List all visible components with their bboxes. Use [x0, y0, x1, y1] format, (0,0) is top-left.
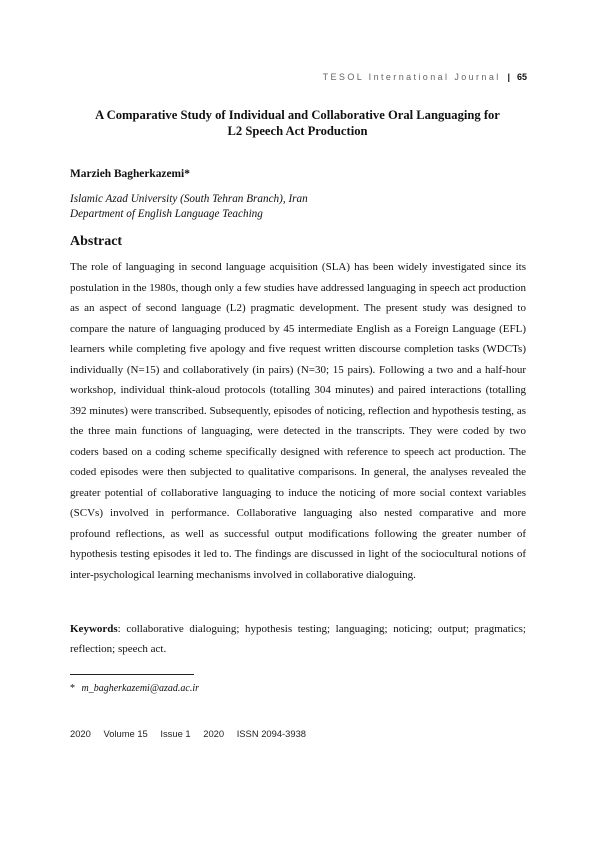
- footnote: [70, 683, 199, 694]
- running-header: [323, 72, 527, 82]
- author-email: m_bagherkazemi@azad.ac.ir: [81, 683, 200, 694]
- abstract-heading: Abstract: [70, 234, 123, 249]
- keywords-label: Keywords: [70, 623, 118, 635]
- paper-title: [70, 108, 525, 139]
- abstract-body: The role of languaging in second language acquisition (SLA) has been widely investigated since its postulation in the 1980s, though only a few studies have addressed languaging in speech act production as an aspect of second language (L2) pragmatic development. The present study was designed to compare the nature of languaging produced by 45 intermediate English as a Foreign Language (EFL) learners while completing five apology and five request written discourse completion tasks (WDCTs) individually (N=15) and collaboratively (in pairs) (N=30; 15 pairs). Following a two and a half-hour workshop, individual think-aloud protocols (totalling 304 minutes) and paired interactions (totalling 392 minutes) were transcribed. Subsequently, episodes of noticing, reflection and hypothesis testing, as the three main functions of languaging, were detected in the transcripts. They were coded by two coders based on a coding scheme specifically designed with reference to speech act production. The coded episodes were then subjected to qualitative comparisons. In general, the analyses revealed the greater potential of collaborative languaging to induce the noticing of more social context variables (SCVs) involved in performance. Collaborative languaging also nested comparative and more profound reflections, as well as successful output modifications following the greater number of hypothesis testing episodes it led to. The findings are discussed in light of the sociocultural notions of inter-psychological learning mechanisms involved in collaborative dialoguing.: [70, 261, 526, 581]
- footnote-marker: *: [70, 683, 75, 694]
- footer-year: 2020: [70, 728, 91, 739]
- header-separator: |: [507, 72, 511, 82]
- affiliation-line-2: Department of English Language Teaching: [70, 208, 263, 220]
- page-footer: [70, 728, 306, 739]
- footnote-rule: [70, 674, 194, 675]
- footer-volume: Volume 15: [103, 728, 148, 739]
- footer-year-2: 2020: [203, 728, 225, 739]
- title-line-2: L2 Speech Act Production: [227, 123, 368, 138]
- footer-issn: ISSN 2094-3938: [236, 728, 307, 739]
- keywords-paragraph: [70, 619, 526, 659]
- author-name: Marzieh Bagherkazemi*: [70, 168, 190, 180]
- footer-issue: Issue 1: [160, 728, 191, 739]
- author-affiliation: [70, 192, 308, 222]
- affiliation-line-1: Islamic Azad University (South Tehran Branch), Iran: [70, 193, 308, 205]
- page-number: 65: [516, 72, 527, 82]
- journal-name: TESOL International Journal: [322, 72, 501, 82]
- title-line-1: A Comparative Study of Individual and Collaborative Oral Languaging for: [95, 108, 500, 122]
- keywords-list: : collaborative dialoguing; hypothesis testing; languaging; noticing; output; pragmatics; reflection; speech act.: [70, 623, 526, 655]
